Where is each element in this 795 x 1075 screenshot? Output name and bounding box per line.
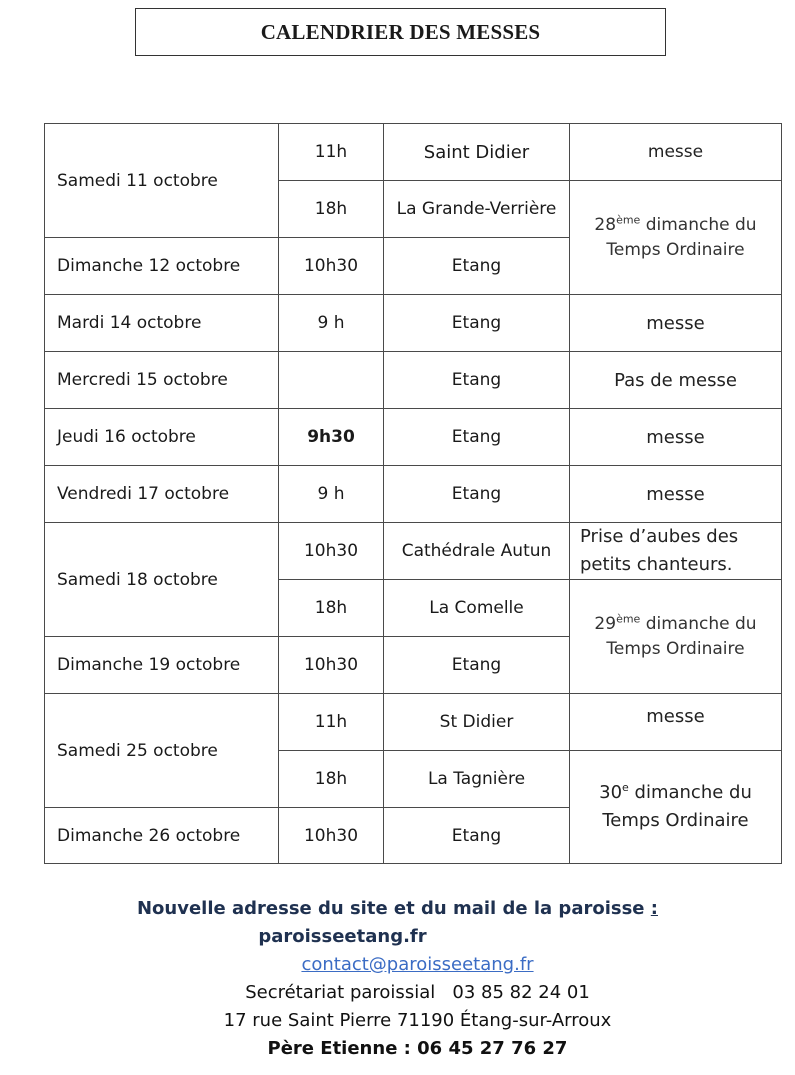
title-box (135, 8, 666, 56)
day-cell: Mardi 14 octobre (45, 295, 279, 352)
time-cell: 11h (279, 124, 384, 181)
mass-schedule-table (44, 123, 782, 864)
table-row (45, 466, 782, 523)
note-cell: messe (570, 295, 782, 352)
announcement-text: Nouvelle adresse du site et du mail de la paroisse (136, 898, 645, 919)
secretariat-phone: Secrétariat paroissial 03 85 82 24 01 (245, 982, 590, 1003)
time-cell: 18h (279, 751, 384, 808)
time-cell: 10h30 (279, 637, 384, 694)
note-cell: Prise d’aubes des petits chanteurs. (570, 523, 782, 580)
note-cell: messe (570, 124, 782, 181)
note-cell: messe (570, 694, 782, 751)
day-cell: Dimanche 26 octobre (45, 808, 279, 864)
announcement-line (0, 898, 795, 919)
place-cell: St Didier (384, 694, 570, 751)
day-cell: Samedi 11 octobre (45, 124, 279, 238)
place-cell: La Tagnière (384, 751, 570, 808)
place-cell: La Grande-Verrière (384, 181, 570, 238)
parish-address: 17 rue Saint Pierre 71190 Étang-sur-Arroux (223, 1010, 612, 1031)
note-cell: messe (570, 466, 782, 523)
place-cell: Etang (384, 238, 570, 295)
place-cell: Etang (384, 409, 570, 466)
place-cell: Etang (384, 295, 570, 352)
day-cell: Dimanche 12 octobre (45, 238, 279, 295)
day-cell: Samedi 25 octobre (45, 694, 279, 808)
priest-phone: Père Etienne : 06 45 27 76 27 (267, 1038, 568, 1059)
email-link[interactable]: contact@paroisseetang.fr (301, 954, 534, 975)
time-cell: 10h30 (279, 238, 384, 295)
time-cell: 9 h (279, 466, 384, 523)
day-cell: Samedi 18 octobre (45, 523, 279, 637)
announcement-colon: : (650, 898, 658, 919)
table-row (45, 409, 782, 466)
liturgy-note-cell: 28ème dimanche du Temps Ordinaire (570, 181, 782, 295)
place-cell: Saint Didier (384, 124, 570, 181)
day-cell: Jeudi 16 octobre (45, 409, 279, 466)
table-row (45, 352, 782, 409)
table-row (45, 295, 782, 352)
time-cell: 10h30 (279, 808, 384, 864)
time-cell: 11h (279, 694, 384, 751)
note-cell: Pas de messe (570, 352, 782, 409)
time-cell: 10h30 (279, 523, 384, 580)
place-cell: Etang (384, 352, 570, 409)
day-cell: Vendredi 17 octobre (45, 466, 279, 523)
time-cell: 9 h (279, 295, 384, 352)
place-cell: Etang (384, 808, 570, 864)
website-text: paroisseetang.fr (258, 926, 427, 947)
day-cell: Dimanche 19 octobre (45, 637, 279, 694)
place-cell: Etang (384, 466, 570, 523)
time-cell (279, 352, 384, 409)
table-row (45, 124, 782, 181)
time-cell: 18h (279, 181, 384, 238)
time-cell: 18h (279, 580, 384, 637)
liturgy-note-cell: 29ème dimanche du Temps Ordinaire (570, 580, 782, 694)
note-cell: messe (570, 409, 782, 466)
liturgy-note-cell: 30e dimanche du Temps Ordinaire (570, 751, 782, 864)
table-row (45, 523, 782, 580)
place-cell: Etang (384, 637, 570, 694)
place-cell: La Comelle (384, 580, 570, 637)
table-row (45, 694, 782, 751)
day-cell: Mercredi 15 octobre (45, 352, 279, 409)
place-cell: Cathédrale Autun (384, 523, 570, 580)
time-cell: 9h30 (279, 409, 384, 466)
page-title: CALENDRIER DES MESSES (260, 19, 541, 44)
